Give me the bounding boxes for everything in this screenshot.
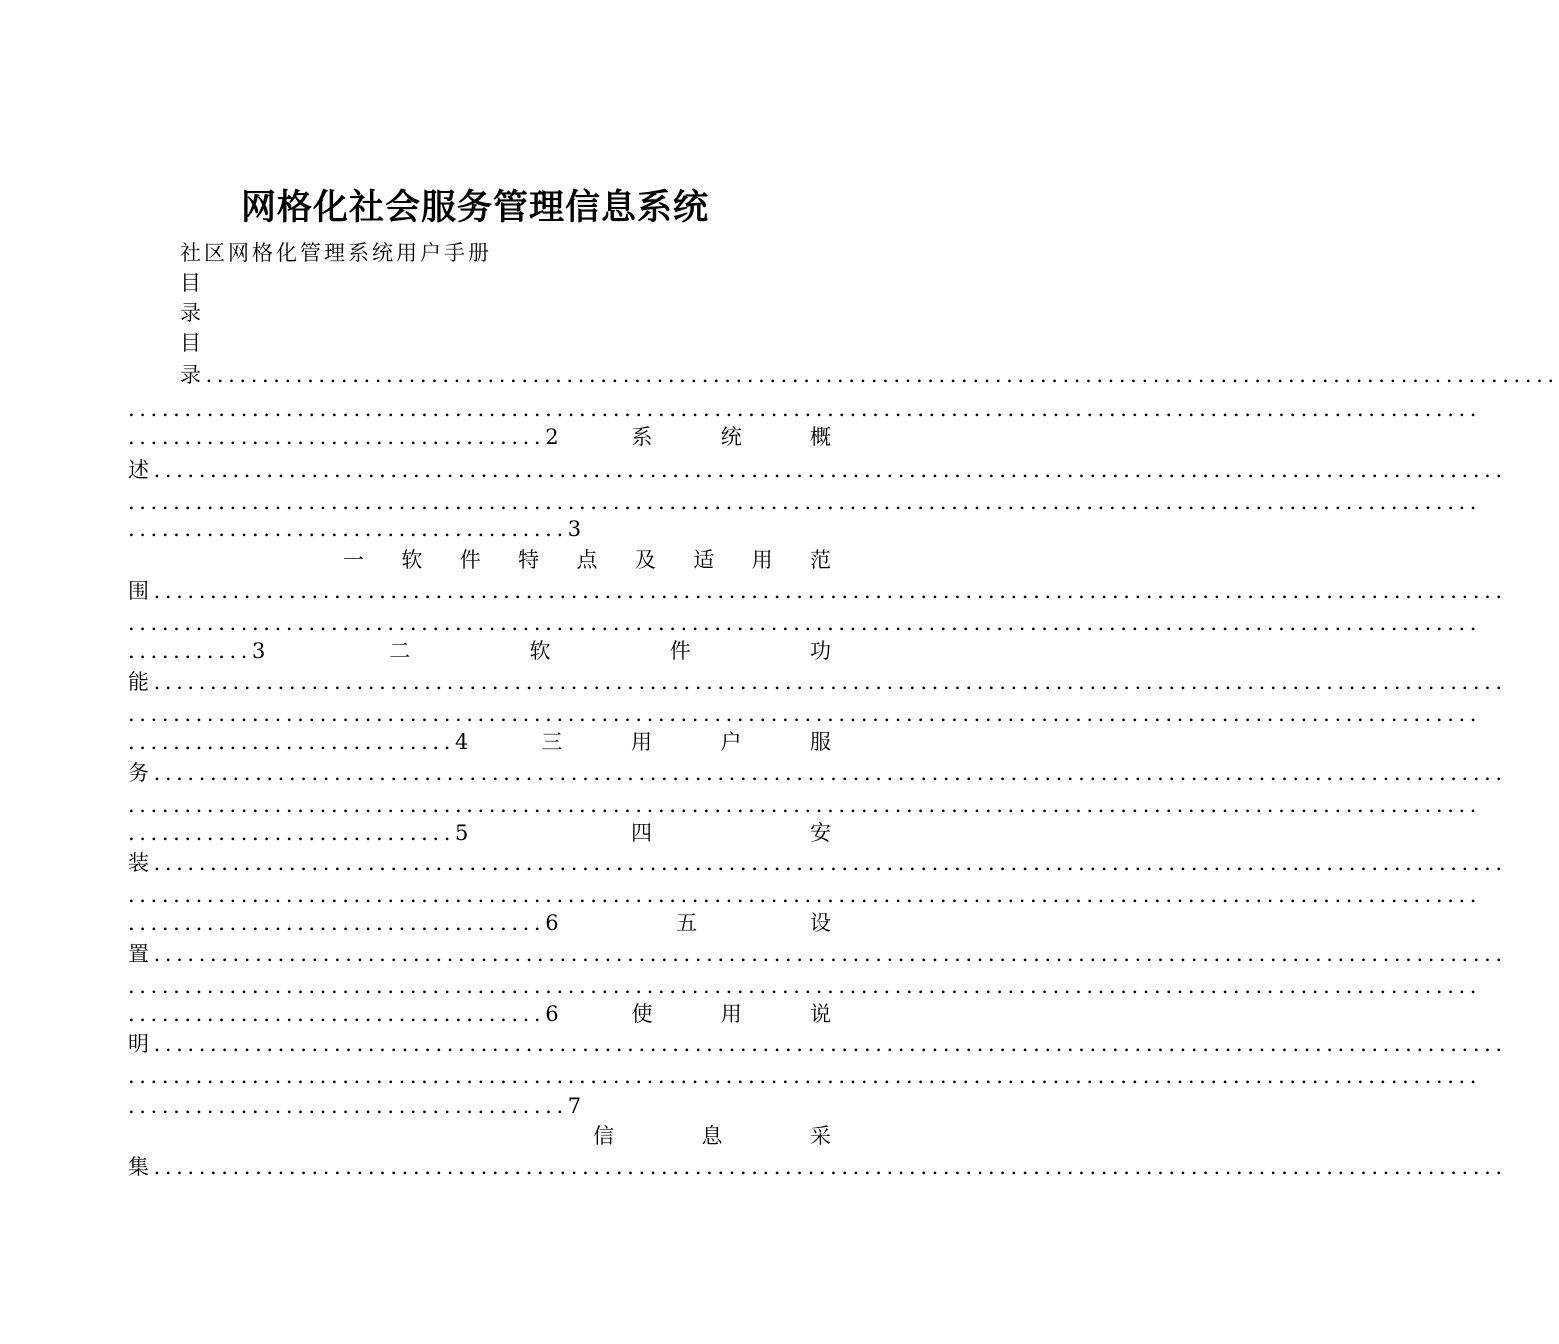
toc-leader-dots: ........................................................................................................................ — [153, 1155, 1507, 1179]
toc-leader-dots: ........................................................................................................................ — [153, 851, 1507, 875]
toc-entry-char: 安 — [809, 821, 831, 845]
toc-entry-char: 及 — [634, 548, 656, 572]
toc-leader-dots: ........................................................................................................................ — [153, 458, 1507, 482]
toc-leader-dots: ..................................... — [128, 911, 546, 935]
toc-entry-line — [128, 422, 831, 452]
toc-leader-dots: ............................. — [128, 730, 455, 754]
toc-leader-dots: ........................................................................................................................ — [153, 579, 1507, 603]
document-subtitle: 社区网格化管理系统用户手册 — [180, 241, 492, 265]
toc-heading-char: 录 — [180, 301, 204, 325]
toc-leader-row — [128, 608, 1482, 638]
toc-leader-row — [128, 790, 1482, 820]
toc-leader-row — [128, 971, 1482, 1001]
toc-leader-row — [128, 487, 1482, 517]
toc-leader-with-page — [128, 727, 473, 757]
toc-entry-char: 统 — [720, 425, 742, 449]
toc-entry-line: 能........................................................................................................................ — [128, 670, 1507, 694]
toc-entry-char: 范 — [810, 548, 831, 572]
toc-entry-char: 概 — [810, 425, 831, 449]
toc-entry-char: 息 — [701, 1124, 723, 1148]
toc-entry-line — [128, 636, 831, 666]
toc-entry-line: 明........................................................................................................................ — [128, 1032, 1507, 1056]
toc-entry-char: 件 — [669, 639, 691, 663]
toc-leader-with-page — [128, 908, 563, 938]
toc-leader-with-page — [128, 1091, 828, 1121]
toc-entry-line — [128, 727, 831, 757]
toc-leader-dots: ........................................................................................................................ — [205, 363, 1559, 387]
toc-entry-char: 适 — [693, 548, 715, 572]
toc-entry-line — [593, 1121, 831, 1151]
toc-entry-char: 软 — [401, 548, 423, 572]
toc-heading-char: 目 — [180, 331, 204, 355]
toc-page-number: 6 — [545, 911, 564, 935]
toc-entry-line — [343, 545, 831, 575]
toc-entry-char: 使 — [631, 1002, 653, 1026]
toc-leader-row — [128, 880, 1482, 910]
toc-leader-dots: ..................................... — [128, 1002, 546, 1026]
toc-entry-char: 五 — [676, 911, 698, 935]
toc-leader-with-page — [128, 636, 270, 666]
toc-leader-row — [128, 1061, 1482, 1091]
toc-entry-char: 信 — [593, 1124, 614, 1148]
toc-leader-with-page — [128, 514, 828, 544]
toc-entry-line: 集........................................................................................................................ — [128, 1155, 1507, 1179]
toc-entry-char: 功 — [810, 639, 831, 663]
toc-leader-dots: ........................................................................................................................ — [128, 883, 1482, 907]
toc-page-number: 7 — [567, 1094, 586, 1118]
toc-leader-row — [128, 394, 1482, 424]
toc-leader-dots: ..................................... — [128, 425, 546, 449]
toc-leader-dots: ........................................................................................................................ — [128, 397, 1482, 421]
toc-leader-dots: ........................................................................................................................ — [153, 670, 1507, 694]
toc-entry-line — [128, 818, 831, 848]
toc-entry-line: 装........................................................................................................................ — [128, 851, 1507, 875]
toc-entry-label: 录 — [180, 363, 206, 387]
toc-entry-char: 户 — [720, 730, 742, 754]
toc-leader-with-page — [128, 422, 563, 452]
toc-entry-line: 围........................................................................................................................ — [128, 579, 1507, 603]
toc-leader-with-page — [128, 999, 563, 1029]
toc-leader-dots: ........................................................................................................................ — [128, 793, 1482, 817]
toc-page-number: 4 — [454, 730, 473, 754]
toc-leader-dots: ........................................................................................................................ — [128, 490, 1482, 514]
toc-entry-line — [128, 999, 831, 1029]
toc-leader-dots: ........................................................................................................................ — [153, 942, 1507, 966]
toc-entry-char: 点 — [576, 548, 598, 572]
document-title: 网格化社会服务管理信息系统 — [240, 187, 709, 228]
toc-entry-line — [128, 455, 1507, 485]
toc-leader-dots: ........................................................................................................................ — [153, 1032, 1507, 1056]
toc-entry-char: 设 — [810, 911, 831, 935]
toc-leader-with-page — [128, 818, 473, 848]
toc-entry-char: 特 — [518, 548, 540, 572]
toc-entry-char: 软 — [529, 639, 551, 663]
toc-entry-char: 四 — [630, 821, 652, 845]
toc-entry-char: 系 — [631, 425, 653, 449]
toc-leader-dots: ........... — [128, 639, 253, 663]
toc-entry-char: 服 — [809, 730, 831, 754]
toc-leader-dots: ........................................................................................................................ — [153, 761, 1507, 785]
toc-leader-dots: ....................................... — [128, 1094, 568, 1118]
toc-entry-line: 务........................................................................................................................ — [128, 761, 1507, 785]
toc-leader-dots: ........................................................................................................................ — [128, 702, 1482, 726]
toc-entry-char: 二 — [389, 639, 411, 663]
toc-entry-char: 采 — [810, 1124, 831, 1148]
toc-heading-char: 目 — [180, 271, 204, 295]
toc-page-number: 3 — [567, 517, 586, 541]
toc-entry-line — [180, 360, 1559, 390]
toc-leader-dots: ........................................................................................................................ — [128, 974, 1482, 998]
toc-page-number: 2 — [545, 425, 564, 449]
toc-entry-char: 用 — [751, 548, 773, 572]
toc-page-number: 3 — [252, 639, 270, 663]
toc-entry-char: 三 — [541, 730, 563, 754]
toc-page-number: 6 — [545, 1002, 564, 1026]
toc-entry-line: 置........................................................................................................................ — [128, 942, 1507, 966]
toc-leader-row — [128, 699, 1482, 729]
toc-entry-line — [128, 908, 831, 938]
toc-entry-char: 用 — [630, 730, 652, 754]
toc-entry-char: 件 — [459, 548, 481, 572]
toc-entry-char: 一 — [343, 548, 364, 572]
toc-leader-dots: ............................. — [128, 821, 455, 845]
toc-leader-dots: ........................................................................................................................ — [128, 611, 1482, 635]
toc-entry-label: 述 — [128, 458, 154, 482]
toc-leader-dots: ........................................................................................................................ — [128, 1064, 1482, 1088]
toc-page-number: 5 — [454, 821, 473, 845]
toc-entry-char: 用 — [720, 1002, 742, 1026]
toc-leader-dots: ....................................... — [128, 517, 568, 541]
toc-entry-char: 说 — [810, 1002, 831, 1026]
